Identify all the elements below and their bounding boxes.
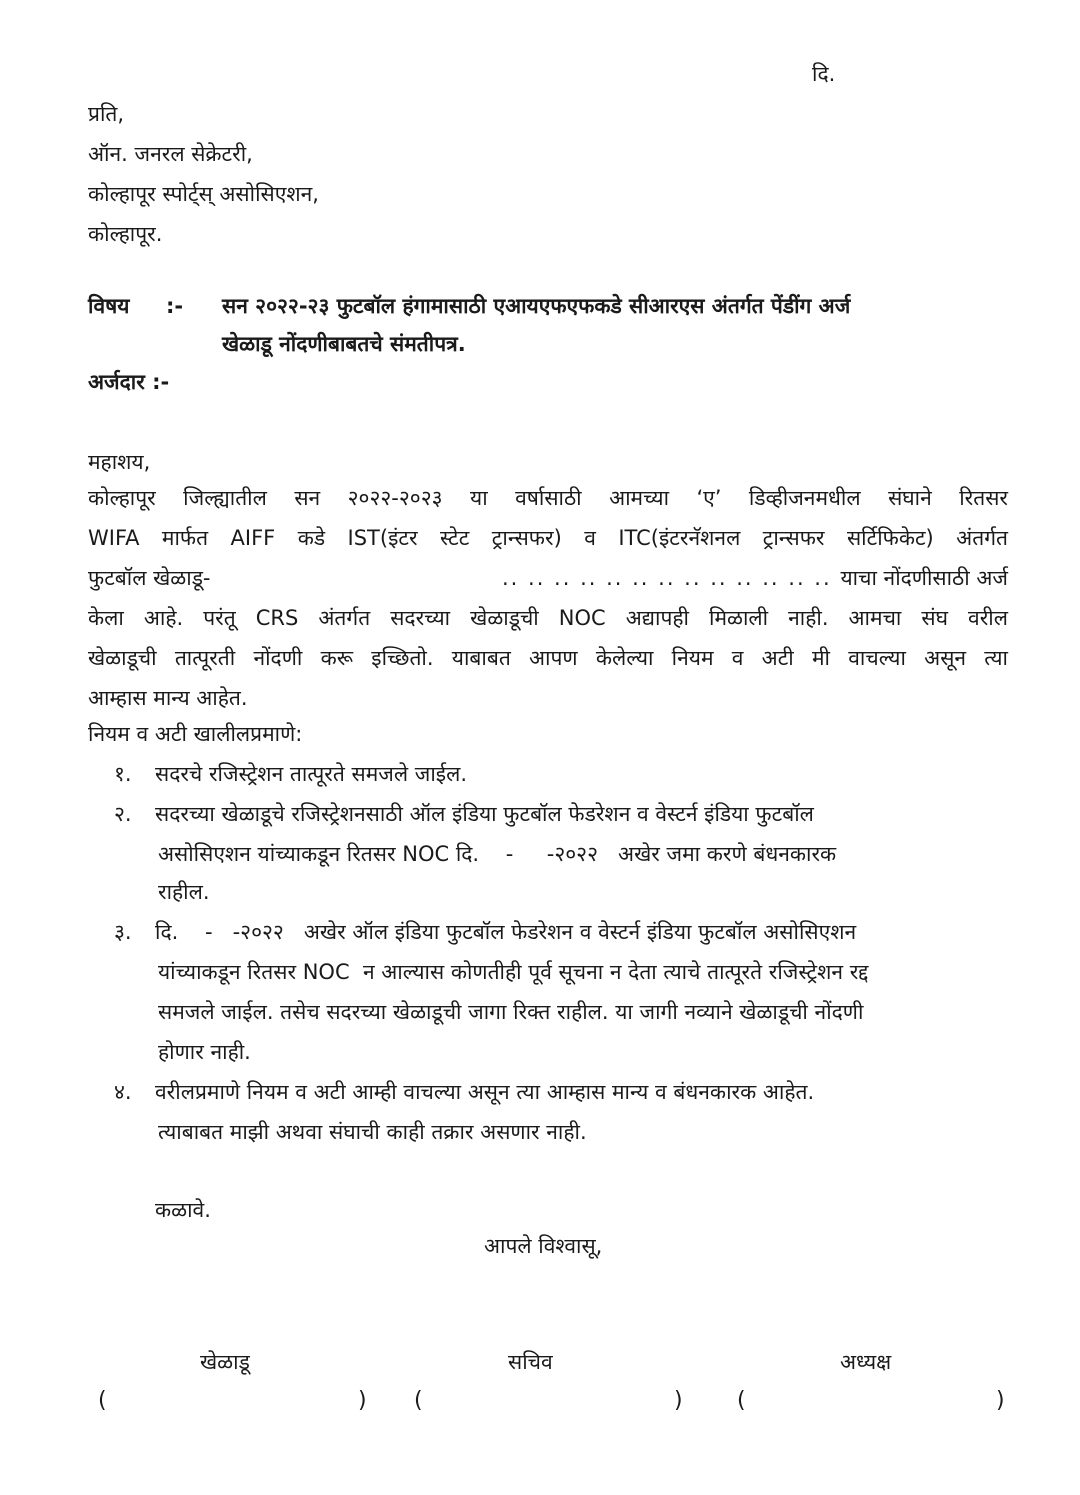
body-line-5: खेळाडूची तात्पूरती नोंदणी करू इच्छितो. याबाबत आपण केलेल्या नियम व अटी मी वाचल्या असून त्या xyxy=(88,646,1008,670)
rule-text: त्याबाबत माझी अथवा संघाची काही तक्रार असणार नाही. xyxy=(158,1120,587,1144)
address-line-1: प्रति, xyxy=(88,102,125,126)
body-line-4: केला आहे. परंतू CRS अंतर्गत सदरच्या खेळाडूची NOC अद्यापही मिळाली नाही. आमचा संघ वरील xyxy=(88,606,1008,630)
rule-text: सदरच्या खेळाडूचे रजिस्ट्रेशनसाठी ऑल इंडिया फुटबॉल फेडरेशन व वेस्टर्न इंडिया फुटबॉल xyxy=(155,802,814,826)
name-blank-dots: .. .. .. .. .. .. .. .. .. .. .. .. .. xyxy=(502,566,832,590)
rule-text: दि. - -२०२२ अखेर ऑल इंडिया फुटबॉल फेडरेशन व वेस्टर्न इंडिया फुटबॉल असोसिएशन xyxy=(155,920,857,944)
president-bracket-open: ( xyxy=(737,1388,746,1413)
body-line-3-end: याचा नोंदणीसाठी अर्ज xyxy=(840,566,1008,590)
subject-label: विषय xyxy=(88,294,130,318)
signatory-player: खेळाडू xyxy=(200,1350,250,1374)
body-line-2: WIFA मार्फत AIFF कडे IST(इंटर स्टेट ट्रान्सफर) व ITC(इंटरनॅशनल ट्रान्सफर सर्टिफिकेट) अंतर्गत xyxy=(88,526,1008,550)
rule-number: २. xyxy=(114,802,132,826)
subject-colon: :- xyxy=(166,294,184,318)
rule-text: असोसिएशन यांच्याकडून रितसर NOC दि. - -२०२२ अखेर जमा करणे बंधनकारक xyxy=(158,842,837,866)
rule-text: होणार नाही. xyxy=(158,1040,251,1064)
subject-line-1: सन २०२२-२३ फुटबॉल हंगामासाठी एआयएफएफकडे सीआरएस अंतर्गत पेंडींग अर्ज xyxy=(222,294,851,318)
date-label: दि. xyxy=(812,62,836,86)
body-line-6: आम्हास मान्य आहेत. xyxy=(88,686,248,710)
rule-text: राहील. xyxy=(158,880,210,904)
address-line-4: कोल्हापूर. xyxy=(88,222,163,246)
signatory-secretary: सचिव xyxy=(508,1350,553,1374)
rule-number: ३. xyxy=(114,920,132,944)
address-line-3: कोल्हापूर स्पोर्ट्स् असोसिएशन, xyxy=(88,182,319,206)
applicant-label: अर्जदार :- xyxy=(88,370,170,394)
address-line-2: ऑन. जनरल सेक्रेटरी, xyxy=(88,142,253,166)
player-bracket-close: ) xyxy=(358,1388,367,1413)
closing: कळावे. xyxy=(155,1198,211,1222)
signatory-president: अध्यक्ष xyxy=(840,1350,892,1374)
rule-number: ४. xyxy=(114,1080,132,1104)
subject-line-2: खेळाडू नोंदणीबाबतचे संमतीपत्र. xyxy=(222,332,466,356)
president-bracket-close: ) xyxy=(996,1388,1005,1413)
rules-heading: नियम व अटी खालीलप्रमाणे: xyxy=(88,722,303,746)
body-line-1: कोल्हापूर जिल्ह्यातील सन २०२२-२०२३ या वर्षासाठी आमच्या ‘ए’ डिव्हीजनमधील संघाने रितसर xyxy=(88,486,1008,510)
rule-text: वरीलप्रमाणे नियम व अटी आम्ही वाचल्या असून त्या आम्हास मान्य व बंधनकारक आहेत. xyxy=(155,1080,815,1104)
rule-number: १. xyxy=(114,762,132,786)
regards: आपले विश्वासू, xyxy=(484,1234,603,1258)
secretary-bracket-open: ( xyxy=(414,1388,423,1413)
body-line-3-start: फुटबॉल खेळाडू- xyxy=(88,566,211,590)
rule-text: समजले जाईल. तसेच सदरच्या खेळाडूची जागा रिक्त राहील. या जागी नव्याने खेळाडूची नोंदणी xyxy=(158,1000,864,1024)
rule-text: सदरचे रजिस्ट्रेशन तात्पूरते समजले जाईल. xyxy=(155,762,468,786)
salutation: महाशय, xyxy=(88,450,151,474)
secretary-bracket-close: ) xyxy=(674,1388,683,1413)
rule-text: यांच्याकडून रितसर NOC न आल्यास कोणतीही पूर्व सूचना न देता त्याचे तात्पूरते रजिस्ट्रेशन रद्द xyxy=(158,960,869,984)
player-bracket-open: ( xyxy=(98,1388,107,1413)
